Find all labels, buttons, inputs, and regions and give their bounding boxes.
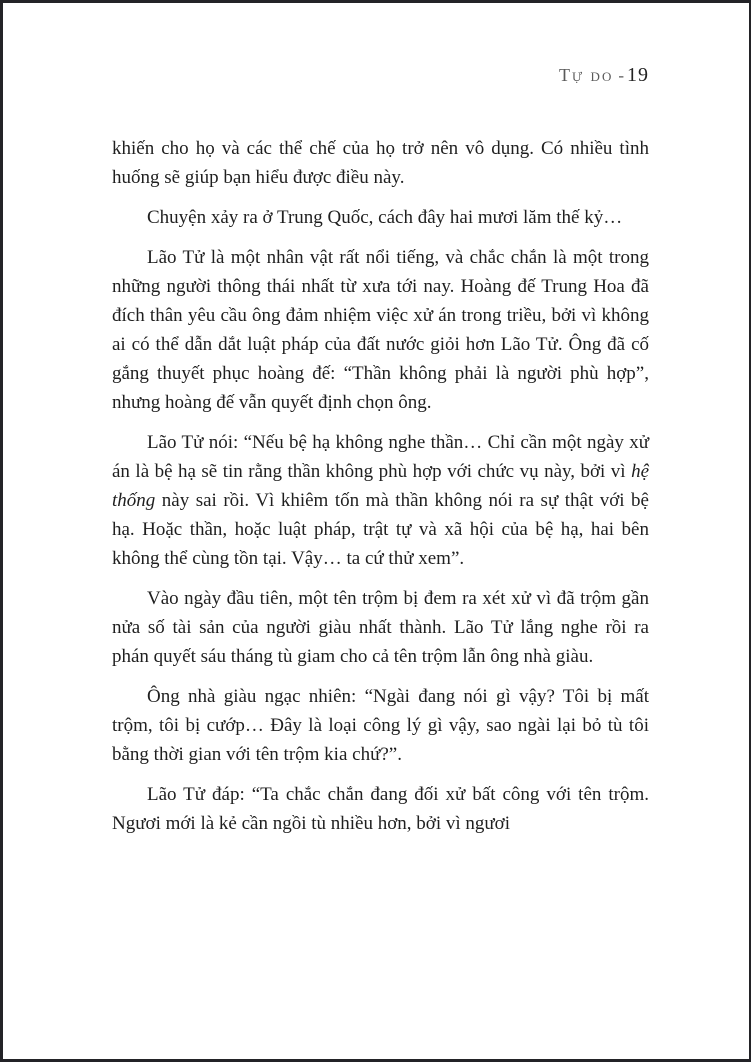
page-number: 19: [627, 64, 649, 86]
text-run: Lão Tử nói: “Nếu bệ hạ không nghe thần… Chỉ cần một ngày xử án là bệ hạ sẽ tin rằng thần không phù hợp với chức vụ này, bởi vì: [112, 432, 649, 482]
book-page: [3, 3, 749, 1059]
text-run: Ông nhà giàu ngạc nhiên: “Ngài đang nói gì vậy? Tôi bị mất trộm, tôi bị cướp… Đây là loại công lý gì vậy, sao ngài lại bỏ tù tôi bằng thời gian với tên trộm kia chứ?”.: [112, 686, 649, 765]
text-run: Lão Tử là một nhân vật rất nổi tiếng, và chắc chắn là một trong những người thông thái nhất từ xưa tới nay. Hoàng đế Trung Hoa đã đích thân yêu cầu ông đảm nhiệm việc xử án trong triều, bởi vì không ai có thể dẫn dắt luật pháp của đất nước giỏi hơn Lão Tử. Ông đã cố gắng thuyết phục hoàng đế: “Thần không phải là người phù hợp”, nhưng hoàng đế vẫn quyết định chọn ông.: [112, 247, 649, 413]
text-run: Lão Tử đáp: “Ta chắc chắn đang đối xử bất công với tên trộm. Ngươi mới là kẻ cần ngồi tù nhiều hơn, bởi vì ngươi: [112, 784, 649, 834]
text-run: Chuyện xảy ra ở Trung Quốc, cách đây hai mươi lăm thế kỷ…: [147, 207, 623, 228]
text-run: khiến cho họ và các thể chế của họ trở nên vô dụng. Có nhiều tình huống sẽ giúp bạn hiểu được điều này.: [112, 138, 649, 188]
paragraph-7: [112, 780, 649, 838]
text-run: Vào ngày đầu tiên, một tên trộm bị đem ra xét xử vì đã trộm gần nửa số tài sản của người giàu nhất thành. Lão Tử lắng nghe rồi ra phán quyết sáu tháng tù giam cho cả tên trộm lẫn ông nhà giàu.: [112, 588, 649, 667]
paragraph-2: [112, 203, 649, 232]
paragraph-3: [112, 243, 649, 417]
running-title: Tự do: [558, 65, 614, 85]
header-separator: -: [618, 66, 624, 85]
paragraph-5: [112, 584, 649, 671]
paragraph-1: [112, 134, 649, 192]
paragraph-4: [112, 428, 649, 573]
paragraph-6: [112, 682, 649, 769]
italic-text-run: hệ thống: [112, 461, 649, 511]
body-text: [112, 134, 649, 849]
running-header: [112, 64, 649, 87]
text-run: này sai rồi. Vì khiêm tốn mà thần không nói ra sự thật với bệ hạ. Hoặc thần, hoặc luật pháp, trật tự và xã hội của bệ hạ, hai bên không thể cùng tồn tại. Vậy… ta cứ thử xem”.: [112, 490, 649, 569]
